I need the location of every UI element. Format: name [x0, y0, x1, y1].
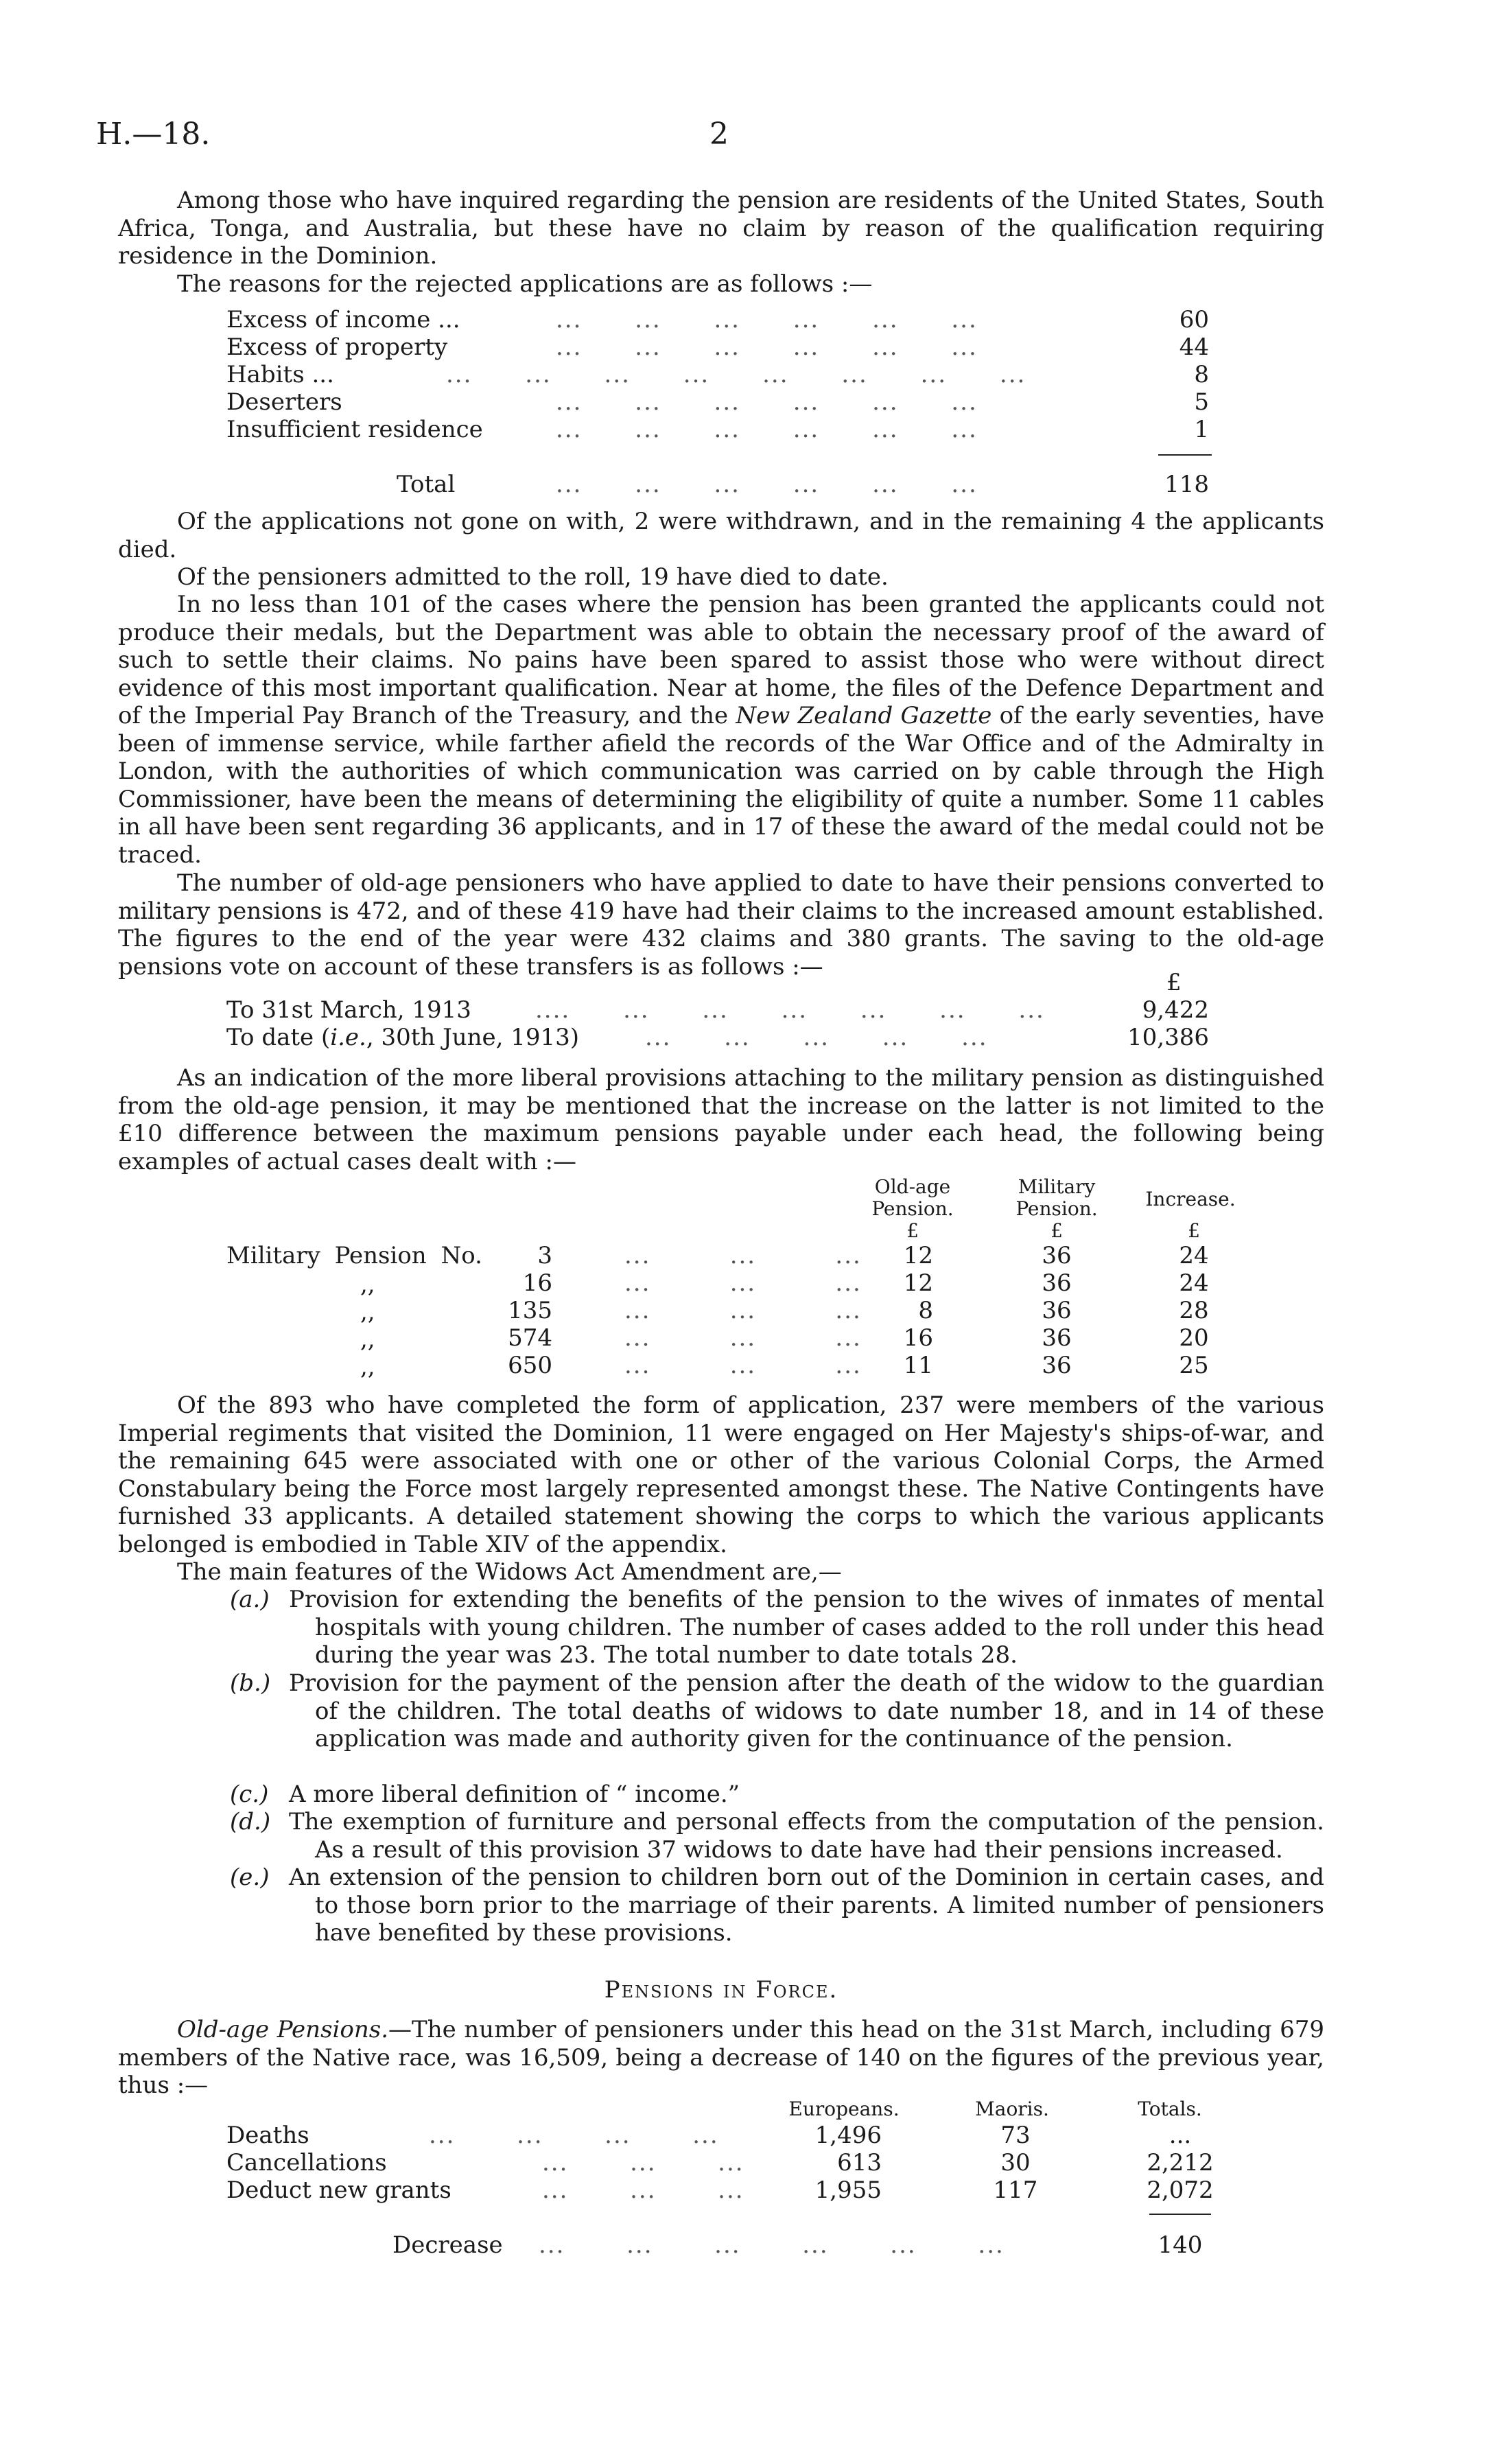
leader-dots: ... ... ... ... ... ... — [556, 306, 978, 333]
maoris-value: 73 — [1000, 2122, 1031, 2149]
feature-item: Provision for the payment of the pension after the death of the widow to the guardian of the children. The total deaths of widows to date number 18, and in 14 of these application was made and authority given for the continuance of the pension. — [289, 1669, 1324, 1752]
rejection-value: 8 — [1194, 361, 1209, 388]
old-age-value: 12 — [903, 1242, 933, 1269]
col-header-increase: Increase. — [1145, 1188, 1236, 1210]
rejection-label: Excess of property — [226, 333, 448, 361]
feature-item: The exemption of furniture and personal effects from the computation of the pension. As a result of this provision 37 widows to date have had their pensions increased. — [289, 1808, 1324, 1864]
col-header-maoris: Maoris. — [975, 2098, 1049, 2120]
increase-value: 24 — [1179, 1269, 1209, 1297]
military-row-number: 3 — [537, 1242, 552, 1269]
leader-dots: ... ... ... ... ... ... — [556, 471, 978, 498]
savings-row-label: To 31st March, 1913 — [226, 996, 471, 1024]
increase-value: 24 — [1179, 1242, 1209, 1269]
savings-row-value: 9,422 — [1142, 996, 1209, 1024]
leader-dots: ... ... ... ... ... ... — [556, 333, 978, 361]
paragraph-medals: In no less than 101 of the cases where the pension has been granted the applicants could not produce their medals, but the Department was able to obtain the necessary proof of the award of such to settle their claims. No pains have been spared to assist those who were without direct evidence of this most important qualification. Near at home, the files of the Defence Department and of the Imperial Pay Branch of the Treasury, and the New Zealand Gazette of the early seventies, have been of immense service, while farther afield the records of the War Office and of the Admiralty in London, with the authorities of which communication was carried on by cable through the High Commissioner, have been the means of determining the eligibility of quite a number. Some 11 cables in all have been sent regarding 36 applicants, and in 17 of these the award of the medal could not be traced. — [118, 591, 1324, 869]
document-reference: H.—18. — [96, 117, 211, 152]
col-header-military: Military Pension. — [1015, 1175, 1098, 1220]
ditto-mark: ,, — [360, 1353, 375, 1381]
feature-label: (b.) — [230, 1669, 271, 1697]
leader-dots: ... ... ... — [624, 1297, 862, 1324]
paragraph-transfers: The number of old-age pensioners who have applied to date to have their pensions converted to military pensions is 472, and of these 419 have had their claims to the increased amount established. The figures to the end of the year were 432 claims and 380 grants. The saving to the old-age pensions vote on account of these transfers is as follows :— — [118, 869, 1324, 981]
leader-dots: ... ... ... — [624, 1324, 862, 1352]
leader-dots: ... ... ... — [542, 2176, 744, 2204]
savings-row-label: To date (i.e., 30th June, 1913) — [226, 1024, 580, 1051]
military-row-number: 650 — [508, 1352, 552, 1379]
europeans-value: 1,496 — [814, 2122, 882, 2149]
feature-label: (d.) — [230, 1808, 271, 1835]
paragraph-residents: Among those who have inquired regarding the pension are residents of the United States, South Africa, Tonga, and Australia, but these have no claim by reason of the qualification requiring residence in the Dominion. — [118, 187, 1324, 270]
leader-dots: ... ... ... ... ... ... ... ... — [446, 361, 1026, 388]
unit-symbol: £ — [906, 1219, 919, 1242]
section-heading: Pensions in Force. — [604, 1976, 838, 2004]
military-value: 36 — [1042, 1324, 1072, 1352]
old-age-value: 12 — [903, 1269, 933, 1297]
increase-value: 20 — [1179, 1324, 1209, 1352]
leader-dots: ... ... ... — [624, 1269, 862, 1297]
unit-symbol: £ — [1188, 1219, 1200, 1242]
rejection-value: 60 — [1179, 306, 1209, 333]
military-row-number: 135 — [508, 1297, 552, 1324]
old-age-value: 16 — [903, 1324, 933, 1352]
col-header-old-age: Old-age Pension. — [871, 1175, 954, 1220]
military-row-number: 16 — [522, 1269, 552, 1297]
col-header-totals: Totals. — [1138, 2098, 1202, 2120]
leader-dots: ... ... ... ... ... ... — [556, 388, 978, 416]
leader-dots: ... ... ... ... ... ... — [539, 2231, 1005, 2259]
totals-value: 2,072 — [1147, 2176, 1214, 2204]
pensions-row-label: Deaths — [226, 2122, 309, 2149]
military-row-label: Military Pension No. — [226, 1242, 482, 1269]
totals-rule — [1149, 2214, 1211, 2215]
page-number: 2 — [709, 117, 729, 152]
ditto-mark: ,, — [360, 1271, 375, 1298]
maoris-value: 117 — [993, 2176, 1038, 2204]
military-value: 36 — [1042, 1352, 1072, 1379]
increase-value: 28 — [1179, 1297, 1209, 1324]
paragraph-widows-intro: The main features of the Widows Act Amendment are,— — [177, 1558, 842, 1586]
leader-dots: ... ... ... ... ... — [645, 1024, 988, 1051]
rejection-value: 44 — [1179, 333, 1209, 361]
rejection-label: Deserters — [226, 388, 342, 416]
ditto-mark: ,, — [360, 1298, 375, 1326]
decrease-value: 140 — [1158, 2231, 1203, 2259]
old-age-value: 11 — [903, 1352, 933, 1379]
military-value: 36 — [1042, 1297, 1072, 1324]
pensions-row-label: Cancellations — [226, 2149, 387, 2176]
paragraph-old-age-pensions: Old-age Pensions.—The number of pensioners under this head on the 31st March, including 679 members of the Native race, was 16,509, being a decrease of 140 on the figures of the previous year, thus :— — [118, 2016, 1324, 2099]
col-header-europeans: Europeans. — [788, 2098, 900, 2120]
paragraph-reasons-intro: The reasons for the rejected applications are as follows :— — [177, 270, 873, 298]
maoris-value: 30 — [1000, 2149, 1031, 2176]
paragraph-regiments: Of the 893 who have completed the form of application, 237 were members of the various Imperial regiments that visited the Dominion, 11 were engaged on Her Majesty's ships-of-war, and the remaining 645 were associated with one or other of the various Colonial Corps, the Armed Constabulary being the Force most largely represented amongst these. The Native Contingents have furnished 33 applicants. A detailed statement showing the corps to which the various applicants belonged is embodied in Table XIV of the appendix. — [118, 1392, 1324, 1558]
leader-dots: ... ... ... — [624, 1352, 862, 1379]
savings-row-value: 10,386 — [1127, 1024, 1209, 1051]
feature-item: Provision for extending the benefits of the pension to the wives of inmates of mental hospitals with young children. The number of cases added to the roll under this head during the year was 23. The total number to date totals 28. — [289, 1586, 1324, 1669]
pensions-row-label: Deduct new grants — [226, 2176, 451, 2204]
old-age-value: 8 — [918, 1297, 933, 1324]
paragraph-withdrawn: Of the applications not gone on with, 2 were withdrawn, and in the remaining 4 the applicants died. — [118, 508, 1324, 563]
totals-value: ... — [1169, 2122, 1192, 2149]
rejection-label: Excess of income ... — [226, 306, 460, 333]
military-value: 36 — [1042, 1242, 1072, 1269]
rejection-label: Habits ... — [226, 361, 334, 388]
feature-label: (c.) — [230, 1781, 269, 1808]
europeans-value: 1,955 — [814, 2176, 882, 2204]
leader-dots: ... ... ... — [624, 1242, 862, 1269]
rejection-total-value: 118 — [1164, 471, 1209, 498]
rejection-value: 5 — [1194, 388, 1209, 416]
leader-dots: ... ... ... — [542, 2149, 744, 2176]
total-rule — [1158, 454, 1212, 456]
rejection-value: 1 — [1194, 416, 1209, 443]
feature-item: A more liberal definition of “ income.” — [289, 1781, 740, 1808]
military-value: 36 — [1042, 1269, 1072, 1297]
increase-value: 25 — [1179, 1352, 1209, 1379]
feature-label: (e.) — [230, 1864, 270, 1891]
ditto-mark: ,, — [360, 1326, 375, 1353]
paragraph-liberal-provisions: As an indication of the more liberal provisions attaching to the military pension as distinguished from the old-age pension, it may be mentioned that the increase on the latter is not limited to the £10 difference between the maximum pensions payable under each head, the following being examples of actual cases dealt with :— — [118, 1064, 1324, 1175]
feature-item: An extension of the pension to children born out of the Dominion in certain cases, and to those born prior to the marriage of their parents. A limited number of pensioners have benefited by these provisions. — [289, 1864, 1324, 1947]
rejection-label: Insufficient residence — [226, 416, 483, 443]
leader-dots: .... ... ... ... ... ... ... — [535, 996, 1045, 1024]
unit-symbol: £ — [1050, 1219, 1063, 1242]
rejection-total-label: Total — [397, 471, 456, 498]
military-row-number: 574 — [508, 1324, 552, 1352]
leader-dots: ... ... ... ... — [429, 2122, 719, 2149]
leader-dots: ... ... ... ... ... ... — [556, 416, 978, 443]
savings-currency: £ — [1166, 969, 1182, 996]
totals-value: 2,212 — [1147, 2149, 1214, 2176]
decrease-label: Decrease — [392, 2231, 503, 2259]
europeans-value: 613 — [837, 2149, 882, 2176]
paragraph-died: Of the pensioners admitted to the roll, 19 have died to date. — [177, 563, 889, 591]
feature-label: (a.) — [230, 1586, 270, 1613]
